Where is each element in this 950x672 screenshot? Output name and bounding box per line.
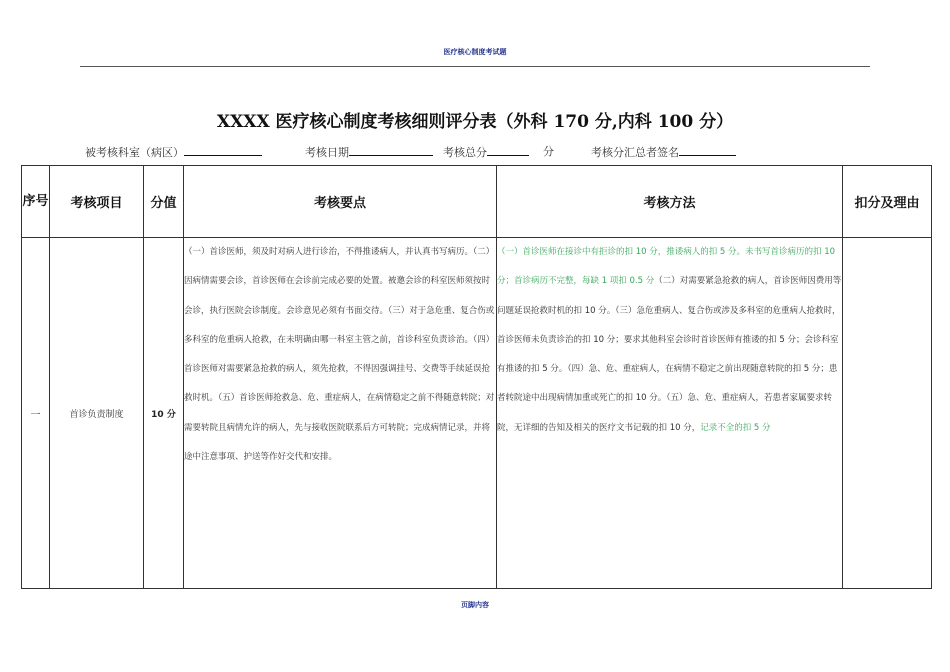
method-item-1: （一）首诊医师在接诊中有拒诊的扣 10 分，推诿病人的扣 5 分。未书写首诊病历的扣 10 分；首诊病历不完整，每缺 1 项扣 0.5 分	[497, 247, 836, 287]
dept-blank	[184, 143, 262, 156]
header-points: 考核要点	[184, 166, 497, 238]
method-item-2: （二）对需要紧急抢救的病人，首诊医师因费用等问题延误抢救时机的扣 10 分。	[497, 276, 842, 316]
date-blank	[349, 143, 433, 156]
dept-label: 被考核科室（病区）	[85, 146, 184, 159]
total-unit: 分	[543, 145, 554, 158]
table-row	[22, 238, 932, 589]
row-seq: 一	[22, 238, 50, 589]
date-field	[305, 143, 433, 160]
row-deduct	[843, 238, 932, 589]
method-item-4: （四）急、危、重症病人，在病情不稳定之前出现随意转院的扣 5 分；患者转院途中出现病情加重或死亡的扣 10 分。	[497, 364, 838, 404]
dept-field	[85, 143, 262, 160]
method-item-5: （五）急、危、重症病人，若患者家属要求转院，无详细的告知及相关的医疗文书记载的扣 10 分，	[497, 393, 832, 433]
table-header-row	[22, 166, 932, 238]
row-method	[497, 238, 843, 589]
header-deduct: 扣分及理由	[843, 166, 932, 238]
row-item: 首诊负责制度	[50, 238, 144, 589]
total-blank	[487, 143, 529, 156]
method-item-5-note: 记录不全的扣 5 分	[700, 422, 771, 433]
signer-blank	[679, 143, 736, 156]
signer-label: 考核分汇总者签名	[591, 146, 679, 159]
header-seq: 序号	[22, 166, 50, 238]
score-table	[21, 165, 932, 589]
page-footer: 页脚内容	[461, 601, 489, 609]
total-label: 考核总分	[443, 146, 487, 159]
document-title: XXXX 医疗核心制度考核细则评分表（外科 170 分,内科 100 分）	[216, 112, 734, 132]
page-header: 医疗核心制度考试题	[443, 48, 507, 56]
row-score: 10 分	[144, 238, 184, 589]
signer-field	[591, 143, 736, 160]
header-rule	[80, 66, 870, 67]
method-item-3: （三）急危重病人、复合伤或涉及多科室的危重病人抢救时，首诊医师未负责诊治的扣 10 分；要求其他科室会诊时首诊医师有推诿的扣 5 分；会诊科室有推诿的扣 5 分。	[497, 305, 841, 375]
header-score: 分值	[144, 166, 184, 238]
row-points: （一）首诊医师，须及时对病人进行诊治，不得推诿病人，并认真书写病历。（二）因病情需要会诊，首诊医师在会诊前完成必要的处置。被邀会诊的科室医师须按时会诊，执行医院会诊制度。会诊意见必须有书面交待。（三）对于急危重、复合伤或多科室的危重病人抢救，在未明确由哪一科室主管之前，首诊科室负责诊治。（四）首诊医师对需要紧急抢救的病人，须先抢救，不得因强调挂号、交费等手续延误抢救时机。（五）首诊医师抢救急、危、重症病人，在病情稳定之前不得随意转院；对需要转院且病情允许的病人，先与接收医院联系后方可转院；完成病情记录，并将途中注意事项、护送等作好交代和安排。	[184, 238, 497, 589]
total-field	[443, 143, 529, 160]
header-item: 考核项目	[50, 166, 144, 238]
header-method: 考核方法	[497, 166, 843, 238]
date-label: 考核日期	[305, 146, 349, 159]
